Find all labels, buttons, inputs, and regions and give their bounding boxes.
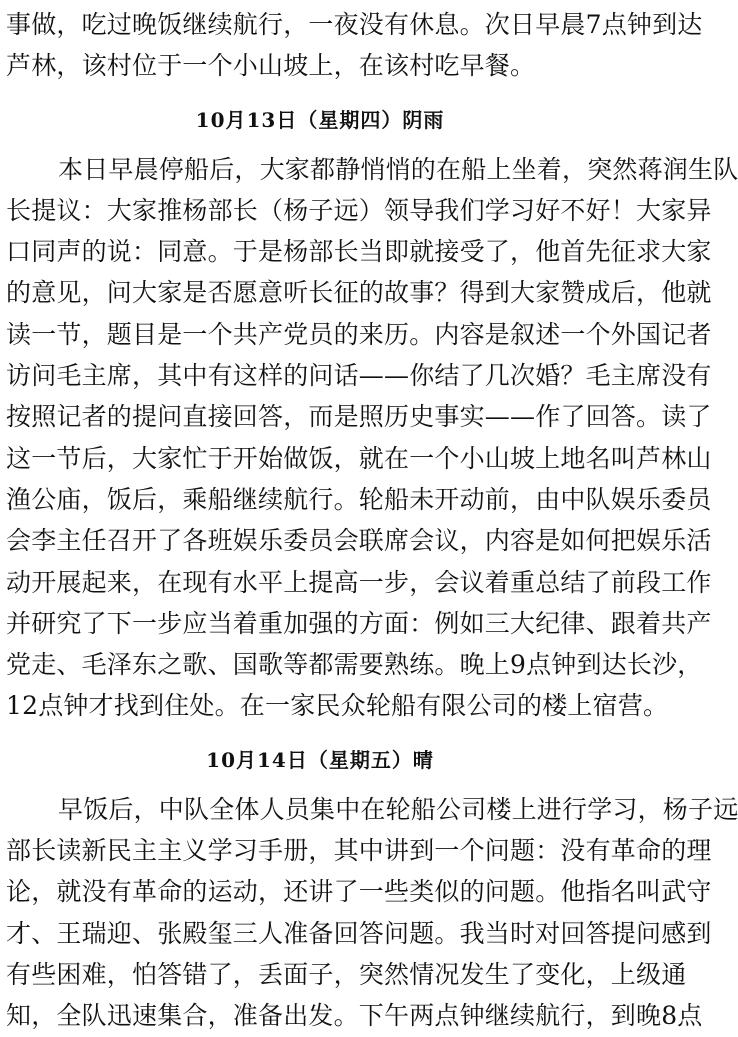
text-line: 长提议：大家推杨部长（杨子远）领导我们学习好不好！大家异 (6, 195, 712, 225)
text-line: 党走、毛泽东之歌、国歌等都需要熟练。晚上9点钟到达长沙， (6, 650, 703, 680)
text-line: 访问毛主席，其中有这样的问话——你结了几次婚？毛主席没有 (6, 361, 712, 391)
text-line: 口同声的说：同意。于是杨部长当即就接受了，他首先征求大家 (6, 237, 712, 267)
text-line: 会李主任召开了各班娱乐委员会联席会议，内容是如何把娱乐活 (6, 526, 712, 556)
text-line: 论，就没有革命的运动，还讲了一些类似的问题。他指名叫武守 (6, 877, 712, 907)
text-line: 12点钟才找到住处。在一家民众轮船有限公司的楼上宿营。 (6, 691, 669, 721)
text-line: 芦林，该村位于一个小山坡上，在该村吃早餐。 (6, 51, 536, 81)
text-line: 才、王瑞迎、张殿玺三人准备回答问题。我当时对回答提问感到 (6, 918, 712, 948)
paragraph-prev (6, 4, 703, 87)
text-line: 的意见，问大家是否愿意听长征的故事？得到大家赞成后，他就 (6, 278, 712, 308)
text-line: 读一节，题目是一个共产党员的来历。内容是叙述一个外国记者 (6, 319, 712, 349)
text-line: 本日早晨停船后，大家都静悄悄的在船上坐着，突然蒋润生队 (58, 154, 738, 184)
text-line: 并研究了下一步应当着重加强的方面：例如三大纪律、跟着共产 (6, 608, 712, 638)
text-line: 按照记者的提问直接回答，而是照历史事实——作了回答。读了 (6, 402, 712, 432)
text-line: 事做，吃过晚饭继续航行，一夜没有休息。次日早晨7点钟到达 (6, 10, 703, 39)
text-line: 有些困难，怕答错了，丢面子，突然情况发生了变化，上级通 (6, 959, 687, 989)
text-line: 动开展起来，在现有水平上提高一步，会议着重总结了前段工作 (6, 567, 712, 597)
date-heading-oct-14: 10月14日（星期五）晴 (206, 747, 434, 772)
text-line: 这一节后，大家忙于开始做饭，就在一个小山坡上地名叫芦林山 (6, 443, 712, 473)
paragraph-oct-13 (6, 149, 738, 727)
text-line: 知，全队迅速集合，准备出发。下午两点钟继续航行，到晚8点 (6, 1001, 703, 1031)
text-line: 早饭后，中队全体人员集中在轮船公司楼上进行学习，杨子远 (58, 794, 738, 824)
text-line: 部长读新民主主义学习手册，其中讲到一个问题：没有革命的理 (6, 836, 712, 866)
text-line: 渔公庙，饭后，乘船继续航行。轮船未开动前，由中队娱乐委员 (6, 484, 712, 514)
paragraph-oct-14 (6, 789, 738, 1037)
date-heading-oct-13: 10月13日（星期四）阴雨 (195, 107, 445, 132)
